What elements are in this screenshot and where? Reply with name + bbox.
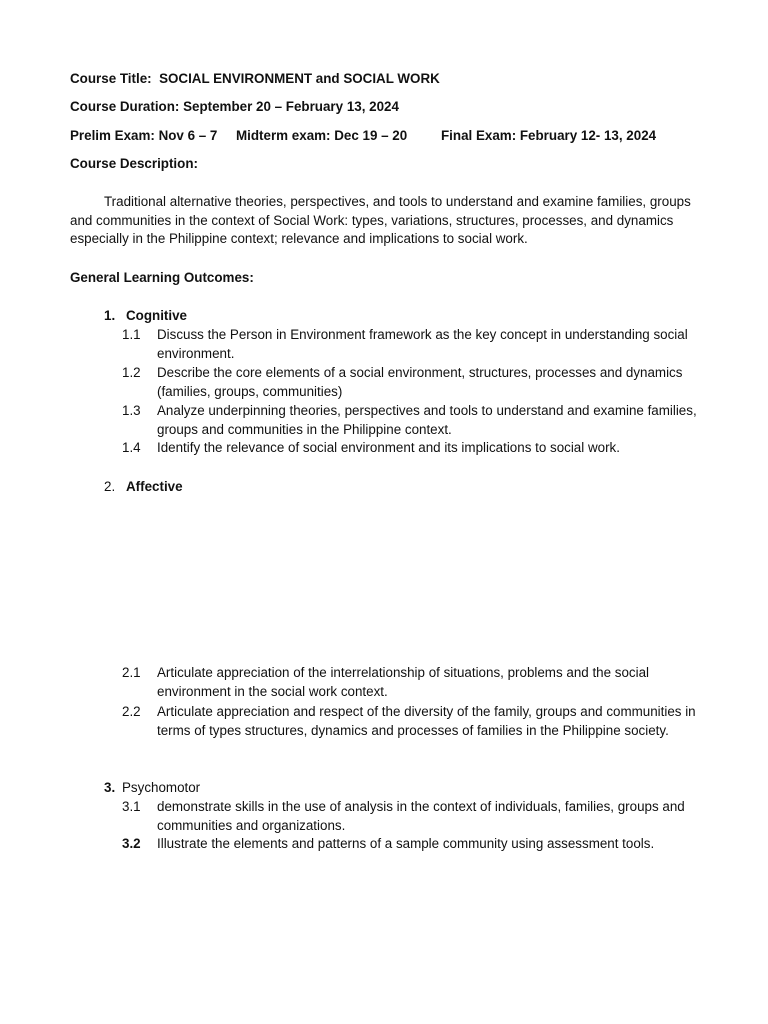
outcome-number: 3.1	[122, 799, 141, 814]
outcome-text: Articulate appreciation of the interrelationship of situations, problems and the social environment in the social work context.	[157, 665, 650, 699]
cognitive-number: 1.	[104, 308, 116, 323]
psychomotor-number: 3.	[104, 780, 116, 795]
midterm-exam: Midterm exam: Dec 19 – 20	[236, 128, 408, 143]
cognitive-title: Cognitive	[126, 308, 188, 323]
affective-number: 2.	[104, 479, 116, 494]
outcome-number: 2.1	[122, 665, 141, 680]
outcome-number: 1.1	[122, 327, 141, 342]
course-title-value: SOCIAL ENVIRONMENT and SOCIAL WORK	[159, 71, 440, 86]
outcome-number: 1.4	[122, 440, 141, 455]
course-description-text: Traditional alternative theories, perspectives, and tools to understand and examine families, groups and communities in the context of Social Work: types, variations, structures, processes, and dynamics especially in the Philippine context; relevance and implications to social work.	[70, 194, 691, 247]
course-description-label: Course Description:	[70, 156, 198, 171]
final-exam: Final Exam: February 12- 13, 2024	[441, 128, 657, 143]
outcome-number: 1.2	[122, 365, 141, 380]
outcome-text: Illustrate the elements and patterns of a sample community using assessment tools.	[157, 836, 655, 851]
outcome-number: 1.3	[122, 403, 141, 418]
outcome-number: 2.2	[122, 704, 141, 719]
exam-schedule	[70, 127, 657, 146]
course-title-label: Course Title:	[70, 71, 152, 86]
prelim-exam: Prelim Exam: Nov 6 – 7	[70, 128, 218, 143]
course-title-line	[70, 70, 440, 89]
psychomotor-title: Psychomotor	[122, 780, 201, 795]
outcome-text: Describe the core elements of a social environment, structures, processes and dynamics (families, groups, communities)	[157, 365, 683, 399]
outcome-text: demonstrate skills in the use of analysis in the context of individuals, families, groups and communities and organizations.	[157, 799, 685, 833]
affective-title: Affective	[126, 479, 183, 494]
course-duration: Course Duration: September 20 – February 13, 2024	[70, 99, 399, 114]
learning-outcomes-label: General Learning Outcomes:	[70, 270, 254, 285]
outcome-text: Identify the relevance of social environment and its implications to social work.	[157, 440, 620, 455]
outcome-number: 3.2	[122, 836, 141, 851]
outcome-text: Analyze underpinning theories, perspectives and tools to understand and examine families, groups and communities in the Philippine context.	[157, 403, 697, 437]
outcome-text: Articulate appreciation and respect of the diversity of the family, groups and communities in terms of types structures, dynamics and processes of families in the Philippine society.	[157, 704, 696, 738]
outcome-text: Discuss the Person in Environment framework as the key concept in understanding social environment.	[157, 327, 688, 361]
